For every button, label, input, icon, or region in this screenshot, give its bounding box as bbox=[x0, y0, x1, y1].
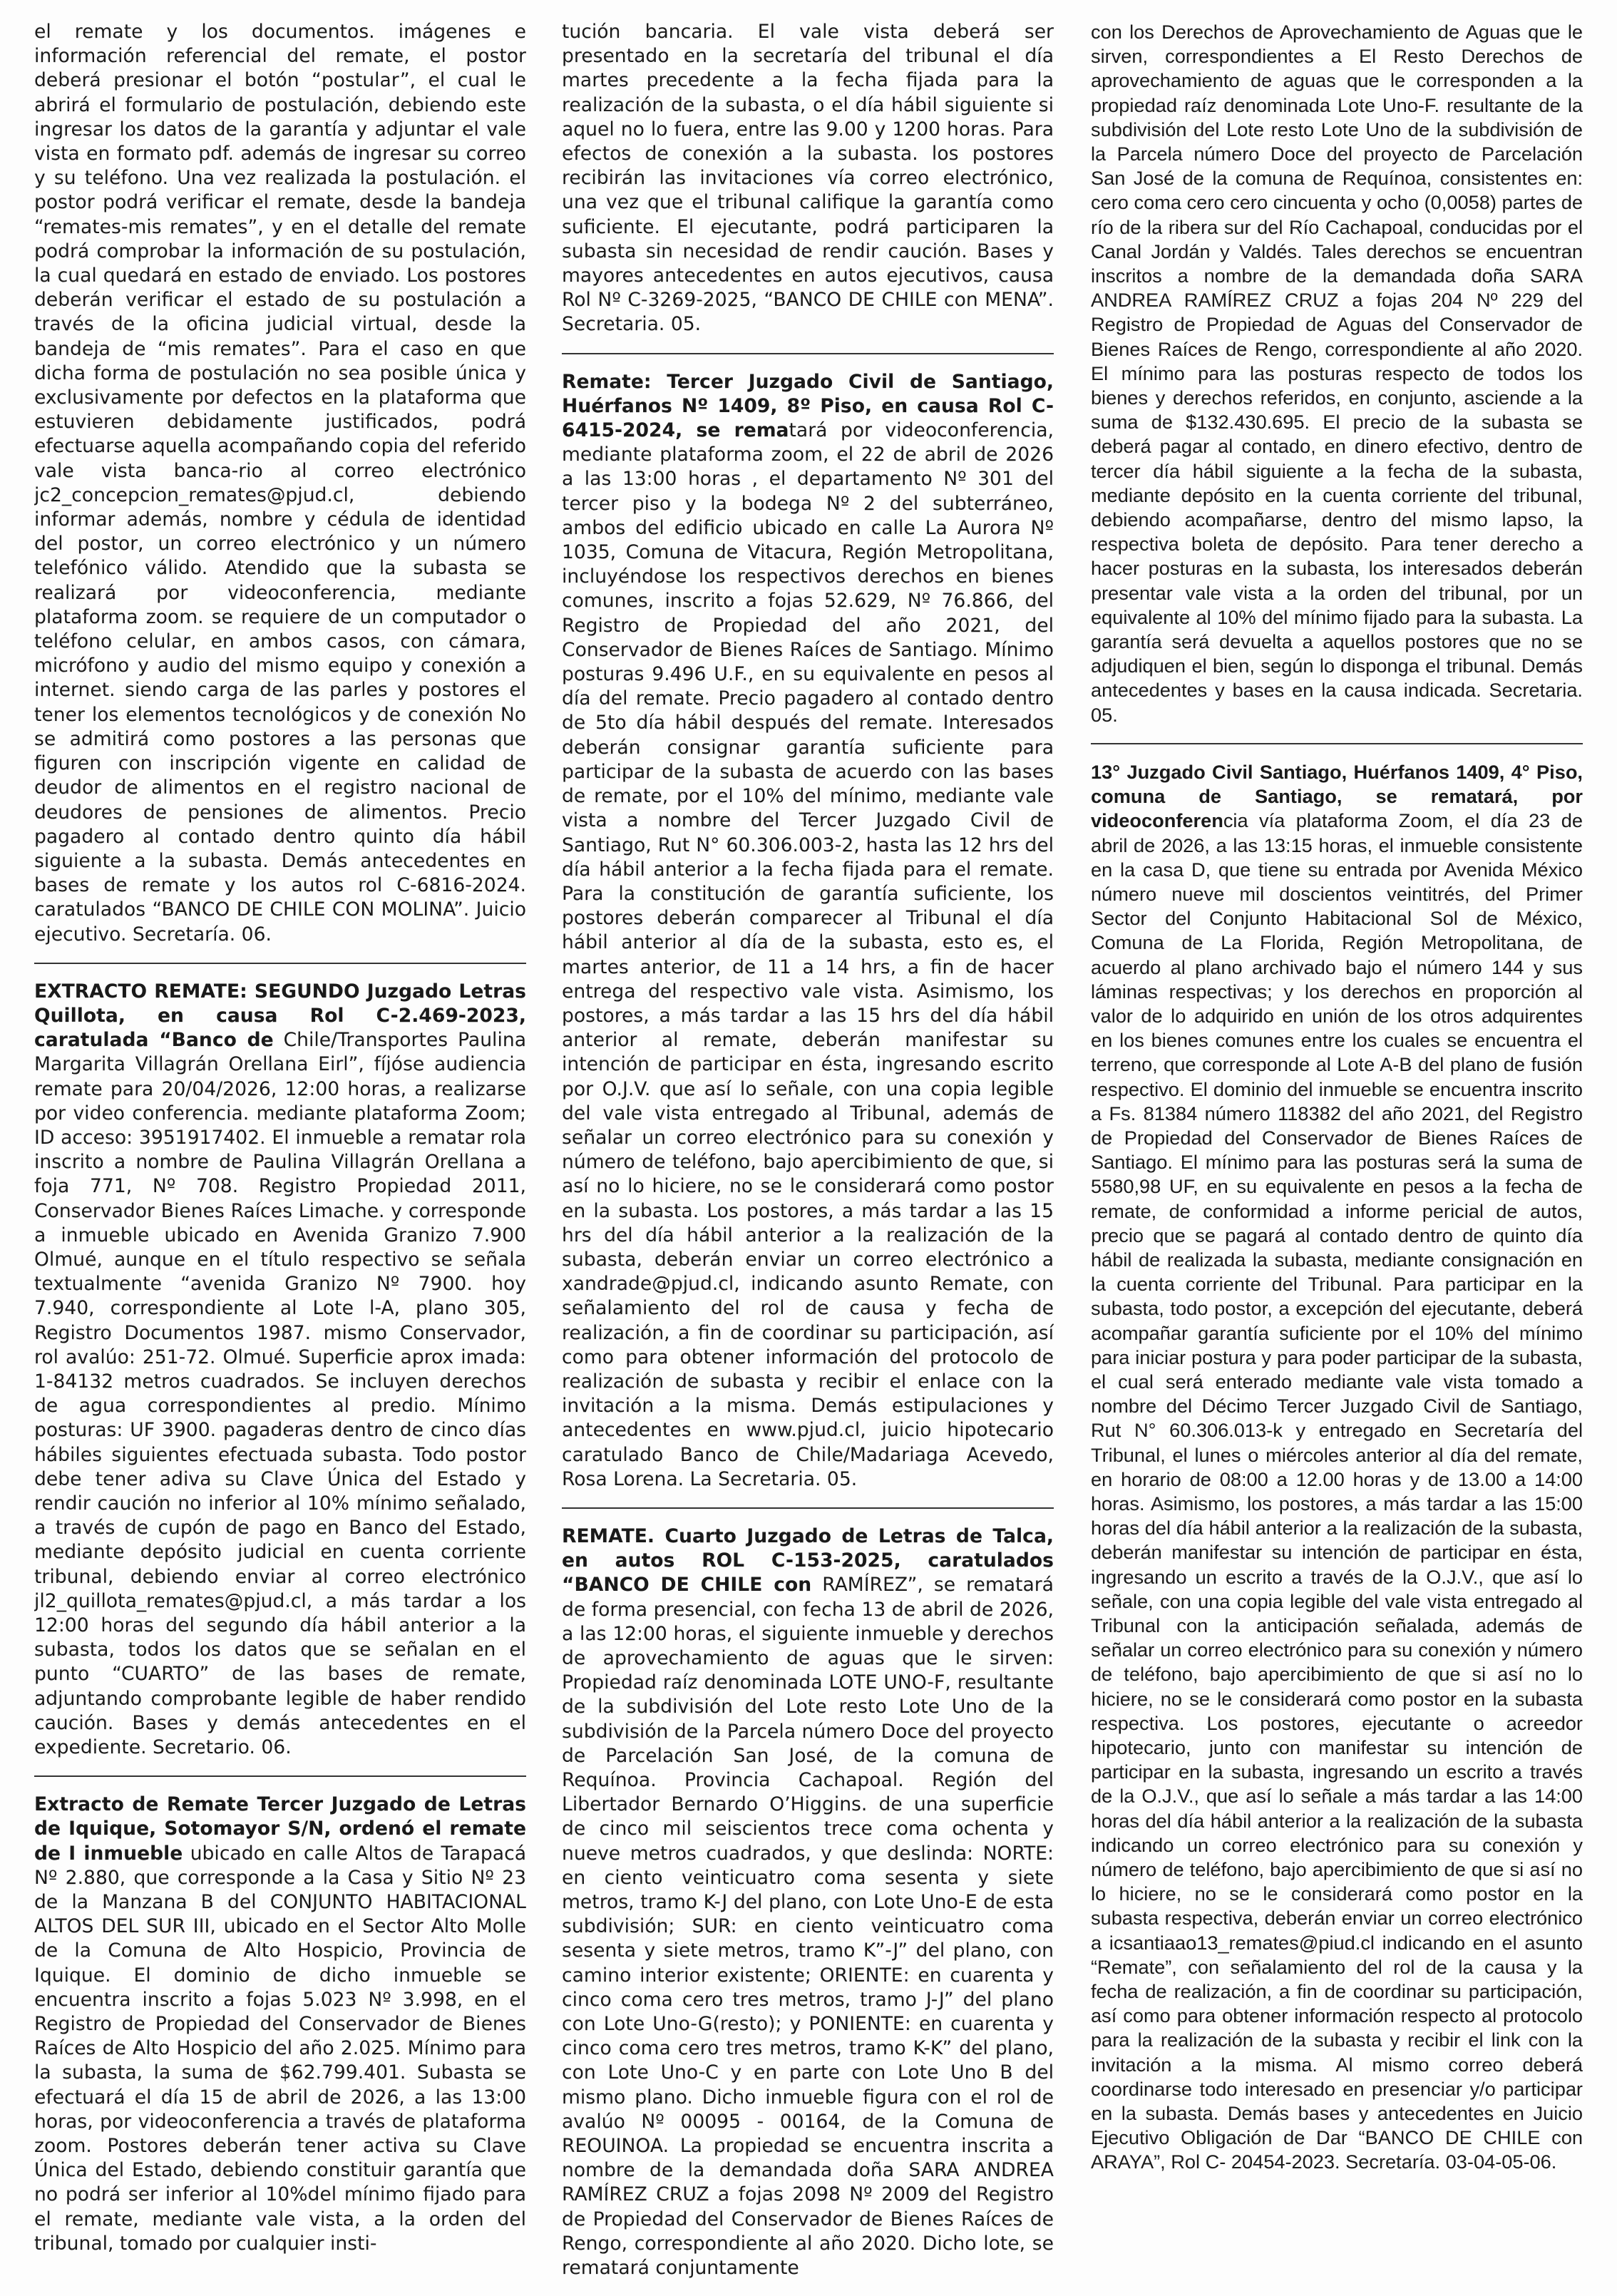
notice-body: el remate y los documentos. imágenes e información referencial del remate, el postor deberá presionar el botón “postular”, el cual le abrirá el formulario de postulación, debiendo este ingresar los datos de la garantía y adjuntar el vale vista en formato pdf. además de ingresar su correo y su teléfono. Una vez realizada la postulación. el postor podrá verificar el remate, desde la bandeja “remates-mis remates”, y en el detalle del remate podrá comprobar la información de su postulación, la cual quedará en estado de enviado. Los postores deberán verificar el estado de su postulación a través de la oficina judicial virtual, desde la bandeja de “mis remates”. Para el caso en que dicha forma de postulación no sea posible única y exclusivamente por defectos en la plataforma que estuvieren debidamente justificados, podrá efectuarse aquella acompañando copia del referido vale vista banca-rio al correo electrónico jc2_concepcion_remates@pjud.cl, debiendo informar además, nombre y cédula de identidad del postor, un correo electrónico y un número telefónico válido. Atendido que la subasta se realizará por videoconferencia, mediante plataforma zoom. se requiere de un computador o teléfono celular, en ambos casos, con cámara, micrófono y audio del mismo equipo y conexión a internet. siendo carga de las parles y postores el tener los elementos tecnológicos y de conexión No se admitirá como postores a las personas que figuren con inscripción vigente en calidad de deudor de alimentos en el registro nacional de deudores de pensiones de alimentos. Precio pagadero al contado dentro quinto día hábil siguiente a la subasta. Demás antecedentes en bases de remate y los autos rol C-6816-2024. caratulados “BANCO DE CHILE CON MOLINA”. Juicio ejecutivo. Secretaría. 06. bbox=[34, 21, 526, 945]
notice-paragraph bbox=[34, 1793, 526, 2256]
notice-heading: Remate: Tercer Juzgado Civil de Santiago, Huérfanos Nº 1409, 8º Piso, en causa Rol C-6415-2024, se rema bbox=[562, 370, 1054, 442]
notice-paragraph bbox=[1091, 760, 1583, 2175]
notice-paragraph bbox=[34, 980, 526, 1761]
auction-notice-iquique bbox=[34, 1793, 526, 2256]
auction-notice-tercer-civil-santiago bbox=[562, 370, 1054, 1492]
notice-divider bbox=[34, 963, 526, 964]
auction-notice-13-civil-santiago bbox=[1091, 760, 1583, 2175]
auction-notice-quillota bbox=[34, 980, 526, 1761]
column-3 bbox=[1091, 20, 1583, 2282]
notice-divider bbox=[1091, 743, 1583, 744]
column-1 bbox=[34, 20, 526, 2282]
notice-divider bbox=[562, 353, 1054, 354]
notice-body: RAMÍREZ”, se rematará de forma presencial, con fecha 13 de abril de 2026, a las 12:00 horas, el siguiente inmueble y derechos de aprovechamiento de aguas que le sirven: Propiedad raíz denominada LOTE UNO-F, resultante de la subdivisión del Lote resto Lote Uno de la subdivisión de la Parcela número Doce del proyecto de Parcelación San José, de la comuna de Requínoa. Provincia Cachapoal. Región del Libertador Bernardo O’Higgins. de una superficie de cinco mil seiscientos trece coma ochenta y nueve metros cuadrados, y que deslinda: NORTE: en ciento veinticuatro coma sesenta y siete metros, tramo K-J del plano, con Lote Uno-E de esta subdivisión; SUR: en ciento veinticuatro coma sesenta y siete metros, tramo K”-J” del plano, con camino interior existente; ORIENTE: en cuarenta y cinco coma cero tres metros, tramo J-J” del plano con Lote Uno-G(resto); y PONIENTE: en cuarenta y cinco coma cero tres metros, tramo K-K” del plano, con Lote Uno-C y en parte con Lote Uno B del mismo plano. Dicho inmueble figura con el rol de avalúo Nº 00095 - 00164, de la Comuna de REOUINOA. La propiedad se encuentra inscrita a nombre de la demandada doña SARA ANDREA RAMÍREZ CRUZ a fojas 2098 Nº 2009 del Registro de Propiedad del Conservador de Bienes Raíces de Rengo, correspondiente al año 2020. Dicho lote, se rematará conjuntamente bbox=[562, 1574, 1054, 2280]
notice-body: Chile/Transportes Paulina Margarita Villagrán Orellana Eirl”, fíjóse audiencia remate para 20/04/2026, 12:00 horas, a realizarse por video conferencia. mediante plataforma Zoom; ID acceso: 3951917402. El inmueble a rematar rola inscrito a nombre de Paulina Villagrán Orellana a foja 771, Nº 708. Registro Propiedad 2011, Conservador Bienes Raíces Limache. y corresponde a inmueble ubicado en Avenida Granizo 7.900 Olmué, aunque en el título respectivo se señala textualmente “avenida Granizo Nº 7900. hoy 7.940, correspondiente al Lote l-A, plano 305, Registro Documentos 1987. mismo Conservador, rol avalúo: 251-72. Olmué. Superficie aprox imada: 1-84132 metros cuadrados. Se incluyen derechos de agua correspondientes al predio. Mínimo posturas: UF 3900. pagaderas dentro de cinco días hábiles siguientes efectuada subasta. Todo postor debe tener adiva su Clave Única del Estado y rendir caución no inferior al 10% mínimo señalado, a través de cupón de pago en Banco del Estado, mediante depósito judicial en cuenta corriente tribunal, debiendo enviar al correo electrónico jl2_quillota_remates@pjud.cl, a más tardar a los 12:00 horas del segundo día hábil anterior a la subasta, todos los datos que se señalan en el punto “CUARTO” de las bases de remate, adjuntando comprobante legible de haber rendido caución. Bases y demás antecedentes en el expediente. Secretario. 06. bbox=[34, 1029, 526, 1759]
notice-heading: REMATE. Cuarto Juzgado de Letras de Talca, en autos ROL C-153-2025, caratulados “BANCO DE CHILE con bbox=[562, 1524, 1054, 1597]
auction-notice-concepcion-continuation bbox=[34, 20, 526, 947]
notice-divider bbox=[562, 1507, 1054, 1509]
notice-heading: 13° Juzgado Civil Santiago, Huérfanos 1409, 4° Piso, comuna de Santiago, se rematará, por videoconferen bbox=[1091, 760, 1583, 832]
notice-paragraph bbox=[562, 1524, 1054, 2280]
notice-body: tución bancaria. El vale vista deberá ser presentado en la secretaría del tribunal el día martes precedente a la fecha fijada para la realización de la subasta, o el día hábil siguiente si aquel no lo fuera, entre las 9.00 y 1200 horas. Para efectos de conexión a la subasta. los postores recibirán las invitaciones vía correo electrónico, una vez que el tribunal califique la garantía como suficiente. El ejecutante, podrá participaren la subasta sin necesidad de rendir caución. Bases y mayores antecedentes en autos ejecutivos, causa Rol Nº C-3269-2025, “BANCO DE CHILE con MENA”. Secretaria. 05. bbox=[562, 21, 1054, 336]
notice-divider bbox=[34, 1775, 526, 1777]
notice-paragraph bbox=[562, 370, 1054, 1492]
notice-body: con los Derechos de Aprovechamiento de Aguas que le sirven, correspondientes a El Resto Derechos de aprovechamiento de aguas que le corresponden a la propiedad raíz denominada Lote Uno-F. resultante de la subdivisión del Lote resto Lote Uno de la subdivisión de la Parcela número Doce del proyecto de Parcelación San José de la comuna de Requínoa, consistentes en: cero coma cero cero cincuenta y ocho (0,0058) partes de río de la ribera sur del Río Cachapoal, conducidas por el Canal Jordán y Valdés. Tales derechos se encuentran inscritos a nombre de la demandada doña SARA ANDREA RAMÍREZ CRUZ a fojas 204 Nº 229 del Registro de Propiedad de Aguas del Conservador de Bienes Raíces de Rengo, correspondiente al año 2020. El mínimo para las posturas respecto de todos los bienes y derechos referidos, en conjunto, asciende a la suma de $132.430.695. El precio de la subasta se deberá pagar al contado, en dinero efectivo, dentro de tercer día hábil siguiente a la fecha de la subasta, mediante depósito en la cuenta corriente del tribunal, debiendo acompañarse, dentro del mismo lapso, la respectiva boleta de depósito. Para tener derecho a hacer posturas en la subasta, los interesados deberán presentar vale vista a la orden del tribunal, por un equivalente al 10% del mínimo fijado para la subasta. La garantía será devuelta a aquellos postores que no se adjudiquen el bien, según lo disponga el tribunal. Demás antecedentes y bases en la causa indicada. Secretaria. 05. bbox=[1091, 21, 1583, 726]
notice-body: ubicado en calle Altos de Tarapacá Nº 2.880, que corresponde a la Casa y Sitio Nº 23 de la Manzana B del CONJUNTO HABITACIONAL ALTOS DEL SUR III, ubicado en el Sector Alto Molle de la Comuna de Alto Hospicio, Provincia de Iquique. El dominio de dicho inmueble se encuentra inscrito a fojas 5.023 Nº 3.998, en el Registro de Propiedad del Conservador de Bienes Raíces de Alto Hospicio del año 2.025. Mínimo para la subasta, la suma de $62.799.401. Subasta se efectuará el día 15 de abril de 2026, a las 13:00 horas, por videoconferencia a través de plataforma zoom. Postores deberán tener activa su Clave Única del Estado, debiendo constituir garantía que no podrá ser inferior al 10%del mínimo fijado para el remate, mediante vale vista, a la orden del tribunal, tomado por cualquier insti- bbox=[34, 1842, 526, 2255]
notice-body: cia vía plataforma Zoom, el día 23 de abril de 2026, a las 13:15 horas, el inmueble consistente en la casa D, que tiene su entrada por Avenida México número nueve mil doscientos veintitrés, del Primer Sector del Conjunto Habitacional Sol de México, Comuna de La Florida, Región Metropolitana, de acuerdo al plano archivado bajo el número 144 y sus láminas respectivas; y los derechos en proporción al valor de lo adquirido en unión de los otros adquirentes en los bienes comunes entre los cuales se encuentra el terreno, que corresponde al Lote A-B del plano de fusión respectivo. El dominio del inmueble se encuentra inscrito a Fs. 81384 número 118382 del año 2021, del Registro de Propiedad del Conservador de Bienes Raíces de Santiago. El mínimo para las posturas será la suma de 5580,98 UF, en su equivalente en pesos a la fecha de remate, de conformidad a informe pericial de autos, precio que se pagará al contado dentro de quinto día hábil de realizada la subasta, mediante consignación en la cuenta corriente del Tribunal. Para participar en la subasta, todo postor, a excepción del ejecutante, deberá acompañar garantía suficiente por el 10% del mínimo para iniciar postura y para poder participar de la subasta, el cual será enterado mediante vale vista tomado a nombre del Décimo Tercer Juzgado Civil de Santiago, Rut N° 60.306.013-k y entregado en Secretaría del Tribunal, el lunes o miércoles anterior al día del remate, en horario de 08:00 a 12.00 horas y de 13.00 a 14:00 horas. Asimismo, los postores, a más tardar a las 15:00 horas del día hábil anterior a la realización de la subasta, deberán manifestar su intención de participar en ésta, ingresando un escrito a través de la O.J.V., que así lo señale, con una copia legible del vale vista entregado al Tribunal con la anticipación señalada, además de señalar un correo electrónico para su conexión y número de teléfono, bajo apercibimiento de que si así no lo hiciere, no se le considerará como postor en la subasta respectiva. Los postores, ejecutante o acreedor hipotecario, junto con manifestar su intención de participar en la subasta, ingresando un escrito a través de la O.J.V., que así lo señale a más tardar a las 14:00 horas del día hábil anterior a la realización de la subasta indicando un correo electrónico para su conexión y número de teléfono, bajo apercibimiento de que si así no lo hiciere, no se le considerará como postor en la subasta respectiva, deberán enviar un correo electrónico a icsantiaao13_remates@piud.cl indicando en el asunto “Remate”, con señalamiento del rol de la causa y la fecha de realización, a fin de coordinar su participación, así como para obtener información respecto al protocolo para la realización de la subasta y recibir el link con la invitación a la misma. Al mismo correo deberá coordinarse todo interesado en presenciar y/o participar en la subasta. Demás bases y antecedentes en Juicio Ejecutivo Obligación de Dar “BANCO DE CHILE con ARAYA”, Rol C- 20454-2023. Secretaría. 03-04-05-06. bbox=[1091, 809, 1583, 2173]
column-2 bbox=[562, 20, 1054, 2282]
auction-notice-talca-continuation bbox=[1091, 20, 1583, 727]
notice-heading: EXTRACTO REMATE: SEGUNDO Juzgado Letras Quillota, en causa Rol C-2.469-2023, caratulada “Banco de bbox=[34, 980, 526, 1052]
auction-notice-iquique-continuation bbox=[562, 20, 1054, 337]
auction-notice-talca bbox=[562, 1524, 1054, 2280]
notice-body: tará por videoconferencia, mediante plataforma zoom, el 22 de abril de 2026 a las 13:00 horas , el departamento Nº 301 del tercer piso y la bodega Nº 2 del subterráneo, ambos del edificio ubicado en calle La Aurora Nº 1035, Comuna de Vitacura, Región Metropolitana, incluyéndose los respectivos derechos en bienes comunes, inscrito a fojas 52.629, Nº 76.866, del Registro de Propiedad del año 2021, del Conservador de Bienes Raíces de Santiago. Mínimo posturas 9.496 U.F., en su equivalente en pesos al día del remate. Precio pagadero al contado dentro de 5to día hábil después del remate. Interesados deberán consignar garantía suficiente para participar de la subasta de acuerdo con las bases de remate, por el 10% del mínimo, mediante vale vista a nombre del Tercer Juzgado Civil de Santiago, Rut N° 60.306.003-2, hasta las 12 hrs del día hábil anterior a la fecha fijada para el remate. Para la constitución de garantía suficiente, los postores deberán comparecer al Tribunal el día hábil anterior al día de la subasta, esto es, el martes anterior, de 11 a 14 hrs, a fin de hacer entrega del respectivo vale vista. Asimismo, los postores, a más tardar a las 15 hrs del día hábil anterior al remate, deberán manifestar su intención de participar en ésta, ingresando escrito por O.J.V. que así lo señale, con una copia legible del vale vista entregado al Tribunal, además de señalar un correo electrónico para su conexión y número de teléfono, bajo apercibimiento de que, si así no lo hiciere, no se le considerará como postor en la subasta. Los postores, a más tardar a las 15 hrs del día hábil anterior a la realización de la subasta, deberán enviar un correo electrónico a xandrade@pjud.cl, indicando asunto Remate, con señalamiento del rol de causa y fecha de realización, a fin de coordinar su participación, así como para obtener información del protocolo de realización de subasta y recibir el enlace con la invitación a la misma. Demás estipulaciones y antecedentes en www.pjud.cl, juicio hipotecario caratulado Banco de Chile/Madariaga Acevedo, Rosa Lorena. La Secretaria. 05. bbox=[562, 419, 1054, 1490]
notice-heading: Extracto de Remate Tercer Juzgado de Letras de Iquique, Sotomayor S/N, ordenó el remate de I inmueble bbox=[34, 1793, 526, 1865]
